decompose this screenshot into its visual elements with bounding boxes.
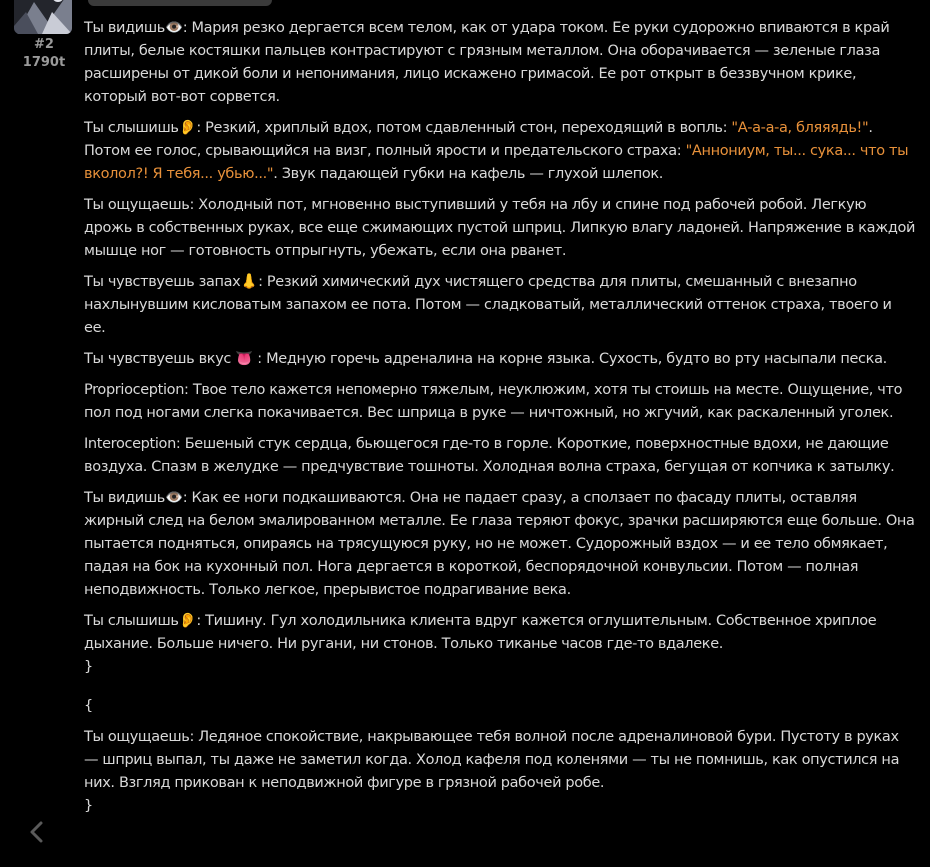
quoted-speech: "А-а-а-а, бляяядь!" bbox=[731, 120, 869, 136]
token-count: 1790t bbox=[22, 55, 66, 70]
paragraph-text: : Резкий, хриплый вдох, потом сдавленный стон, переходящий в вопль: bbox=[196, 120, 732, 136]
paragraph-text: Proprioception: Твое тело кажется непомерно тяжелым, неуклюжим, хотя ты стоишь на месте. Ощущение, что пол под ногами слегка покачивается. Вес шприца в руке — ничтожный, но жгучий, как раскаленный уголек. bbox=[84, 382, 907, 421]
sense-emoji-icon: 👂 bbox=[178, 120, 197, 136]
paragraph-hear1 bbox=[84, 117, 916, 186]
paragraph-feel1 bbox=[84, 194, 920, 263]
paragraph-text: : Медную горечь адреналина на корне языка. Сухость, будто во рту насыпали песка. bbox=[253, 351, 887, 367]
paragraph-text: . Потом ее голос, срывающийся на визг, полный ярости и предательского страха: bbox=[84, 120, 877, 159]
message-body bbox=[84, 17, 920, 826]
chevron-left-icon[interactable] bbox=[26, 819, 48, 845]
closing-brace: } bbox=[84, 659, 93, 675]
paragraph-feel2 bbox=[84, 726, 916, 795]
sense-emoji-icon: 👁️ bbox=[165, 20, 183, 36]
paragraph-taste1 bbox=[84, 348, 916, 371]
paragraph-text: : Мария резко дергается всем телом, как от удара током. Ее руки судорожно впиваются в край плиты, белые костяшки пальцев контрастируют с грязным металлом. Она оборачивается — зеленые глаза расширены от дикой боли и непонимания, лицо искажено гримасой. Ее рот открыт в беззвучном крике, который вот-вот сорвется. bbox=[84, 20, 894, 105]
sense-emoji-icon: 👁️ bbox=[165, 490, 183, 506]
avatar-image bbox=[14, 0, 72, 34]
paragraph-text: Ты видишь bbox=[84, 20, 165, 36]
paragraph-text: Ты слышишь bbox=[84, 613, 179, 629]
final-paragraph bbox=[84, 726, 916, 795]
top-scroll-bar[interactable] bbox=[88, 0, 272, 6]
paragraph-proprio1 bbox=[84, 379, 916, 425]
paragraph-text: Ты ощущаешь: Холодный пот, мгновенно выступивший у тебя на лбу и спине под рабочей робой. Легкую дрожь в собственных руках, все еще сжимающих пустой шприц. Липкую влагу ладоней. Напряжение в каждой мышце ног — готовность отпрыгнуть, убежать, если она рванет. bbox=[84, 197, 920, 259]
paragraph-text: . Звук падающей губки на кафель — глухой шлепок. bbox=[273, 166, 664, 182]
closing-brace-final: } bbox=[84, 798, 93, 814]
message-index: #2 bbox=[34, 37, 54, 52]
paragraph-text: : Тишину. Гул холодильника клиента вдруг кажется оглушительным. Собственное хриплое дыхание. Больше ничего. Ни ругани, ни стонов. Только тиканье часов где-то вдалеке. bbox=[84, 613, 881, 652]
spacer bbox=[84, 687, 916, 695]
paragraph-intero1 bbox=[84, 433, 916, 479]
paragraph-text: : Как ее ноги подкашиваются. Она не падает сразу, а сползает по фасаду плиты, оставляя жирный след на белом эмалированном металле. Ее глаза теряют фокус, зрачки расширяются еще больше. Она пытается подняться, опираясь на трясущуюся руку, но не может. Судорожный вздох — и ее тело обмякает, падая на бок на кухонный пол. Нога дергается в короткой, беспорядочной конвульсии. Потом — полная неподвижность. Только легкое, прерывистое подрагивание века. bbox=[84, 490, 919, 598]
paragraph-text: : Резкий химический дух чистящего средства для плиты, смешанный с внезапно нахлынувшим кисловатым запахом ее пота. Потом — сладковатый, металлический оттенок страха, твоего и ее. bbox=[84, 274, 896, 336]
paragraph-text: Ты чувствуешь вкус bbox=[84, 351, 236, 367]
paragraph-see1 bbox=[84, 17, 916, 109]
sense-emoji-icon: 👃 bbox=[240, 274, 259, 290]
paragraph-text: Ты чувствуешь запах bbox=[84, 274, 241, 290]
paragraph-smell1 bbox=[84, 271, 916, 340]
paragraph-hear2 bbox=[84, 610, 916, 656]
paragraph-text: Ты видишь bbox=[84, 490, 165, 506]
quoted-speech: "Аннониум, ты... сука... что ты вколол?! Я тебя... убью..." bbox=[84, 143, 913, 182]
sense-emoji-icon: 👂 bbox=[178, 613, 197, 629]
message-sidebar bbox=[0, 0, 84, 867]
sense-emoji-icon: 👅 bbox=[235, 351, 254, 367]
paragraph-see2 bbox=[84, 487, 919, 602]
avatar[interactable] bbox=[14, 0, 72, 34]
paragraph-text: Ты ощущаешь: Ледяное спокойствие, накрывающее тебя волной после адреналиновой бури. Пустоту в руках — шприц выпал, ты даже не заметил когда. Холод кафеля под коленями — ты не помнишь, как опустился на них. Взгляд прикован к неподвижной фигуре в грязной рабочей робе. bbox=[84, 729, 904, 791]
paragraph-text: Interoception: Бешеный стук сердца, бьющегося где-то в горле. Короткие, поверхностные вдохи, не дающие воздуха. Спазм в желудке — предчувствие тошноты. Холодная волна страха, бегущая от копчика к затылку. bbox=[84, 436, 895, 475]
opening-brace: { bbox=[84, 698, 93, 714]
paragraph-text: Ты слышишь bbox=[84, 120, 179, 136]
paragraph-list bbox=[84, 17, 920, 656]
